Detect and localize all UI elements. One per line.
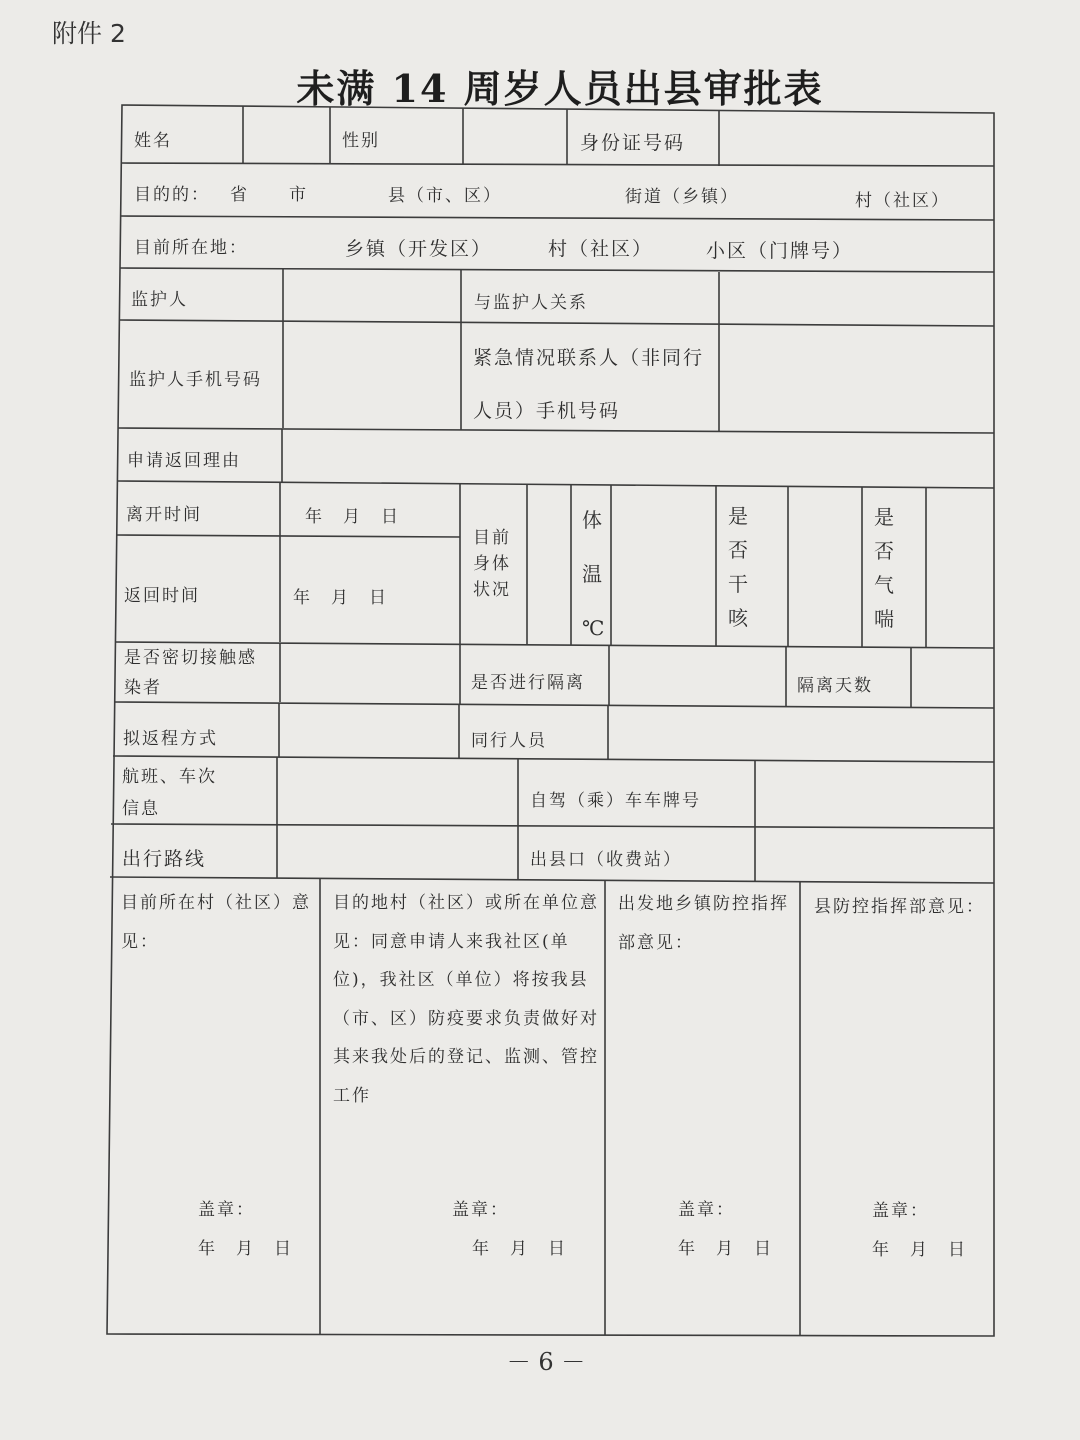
date-4: 年 月 日: [872, 1240, 967, 1260]
label-return-method: 拟返程方式: [123, 729, 218, 749]
date-2: 年 月 日: [472, 1239, 567, 1259]
label-status-2: 身体: [473, 554, 511, 574]
label-temperature: [582, 510, 604, 638]
label-current-village: 村（社区）: [548, 238, 654, 260]
town-opinion: 出发地乡镇防控指挥部意见：: [618, 894, 789, 953]
cough-char: 否: [728, 538, 748, 562]
label-village: 村（社区）: [855, 191, 950, 211]
label-plate: 自驾（乘）车车牌号: [530, 791, 701, 811]
date-1: 年 月 日: [198, 1239, 293, 1259]
form-title: 未满 14 周岁人员出县审批表: [296, 66, 824, 111]
label-close-contact-1: 是否密切接触感: [124, 648, 257, 668]
seal-3: 盖章：: [678, 1200, 735, 1220]
label-close-contact-2: 染者: [124, 678, 162, 698]
rule-h11: [111, 824, 994, 828]
return-date: 年 月 日: [293, 588, 388, 608]
label-community: 小区（门牌号）: [706, 240, 854, 262]
rule-h7: [116, 535, 460, 537]
rule-h9: [114, 702, 994, 708]
rule-h5: [118, 428, 994, 433]
cough-char: 是: [728, 504, 748, 528]
page-number: － 6 －: [506, 1348, 586, 1376]
label-asthma: [874, 507, 894, 629]
label-id-number: 身份证号码: [580, 132, 686, 154]
label-gender: 性别: [342, 131, 380, 151]
asthma-char: 气: [874, 573, 894, 597]
rule-h1: [121, 163, 994, 166]
label-emergency-line1: 紧急情况联系人（非同行: [473, 347, 705, 369]
label-guardian: 监护人: [131, 290, 188, 310]
form-border: [107, 105, 994, 1336]
temp-char: 温: [582, 562, 602, 586]
label-name: 姓名: [134, 131, 172, 151]
cough-char: 干: [728, 572, 748, 596]
label-city: 市: [289, 185, 308, 205]
label-guardian-phone: 监护人手机号码: [129, 370, 262, 390]
county-opinion: 县防控指挥部意见：: [814, 897, 985, 917]
leave-date: 年 月 日: [305, 507, 400, 527]
label-return-time: 返回时间: [124, 586, 200, 606]
rule-h12: [110, 877, 994, 883]
asthma-char: 喘: [874, 607, 894, 631]
label-township: 乡镇（开发区）: [345, 238, 493, 260]
label-current-location: 目前所在地：: [134, 238, 248, 258]
attachment-label: 附件 2: [52, 19, 126, 48]
seal-1: 盖章：: [198, 1200, 255, 1220]
rule-h3: [120, 268, 994, 272]
cough-char: 咳: [728, 606, 748, 630]
rule-h6: [117, 481, 994, 488]
label-companions: 同行人员: [471, 731, 547, 751]
label-flight-2: 信息: [122, 799, 160, 819]
label-exit: 出县口（收费站）: [530, 850, 682, 870]
label-quarantine: 是否进行隔离: [471, 673, 585, 693]
label-province: 省: [230, 185, 249, 205]
rule-h10: [113, 756, 994, 762]
temp-unit: ℃: [582, 616, 605, 640]
temp-char: 体: [582, 508, 602, 532]
asthma-char: 是: [874, 505, 894, 529]
label-street: 街道（乡镇）: [625, 187, 739, 207]
label-dry-cough: [728, 506, 748, 628]
asthma-char: 否: [874, 539, 894, 563]
label-emergency-line2: 人员）手机号码: [473, 400, 621, 422]
rule-h4: [119, 320, 994, 326]
seal-2: 盖章：: [452, 1200, 509, 1220]
label-leave-time: 离开时间: [126, 505, 202, 525]
label-route: 出行路线: [122, 848, 207, 870]
label-status-1: 目前: [473, 528, 511, 548]
label-flight-1: 航班、车次: [122, 767, 217, 787]
label-return-reason: 申请返回理由: [127, 451, 241, 471]
label-quarantine-days: 隔离天数: [797, 676, 873, 696]
label-status-3: 状况: [473, 580, 511, 600]
label-destination: 目的的：: [134, 185, 210, 205]
village-opinion: 目前所在村（社区）意见：: [121, 893, 311, 952]
seal-4: 盖章：: [872, 1201, 929, 1221]
label-relation: 与监护人关系: [474, 293, 588, 313]
rule-h2: [120, 216, 994, 220]
destination-opinion: 目的地村（社区）或所在单位意见：同意申请人来我社区(单位)，我社区（单位）将按我县（市、区）防疫要求负责做好对其来我处后的登记、监测、管控工作: [333, 893, 599, 1106]
date-3: 年 月 日: [678, 1239, 773, 1259]
label-county: 县（市、区）: [388, 186, 502, 206]
